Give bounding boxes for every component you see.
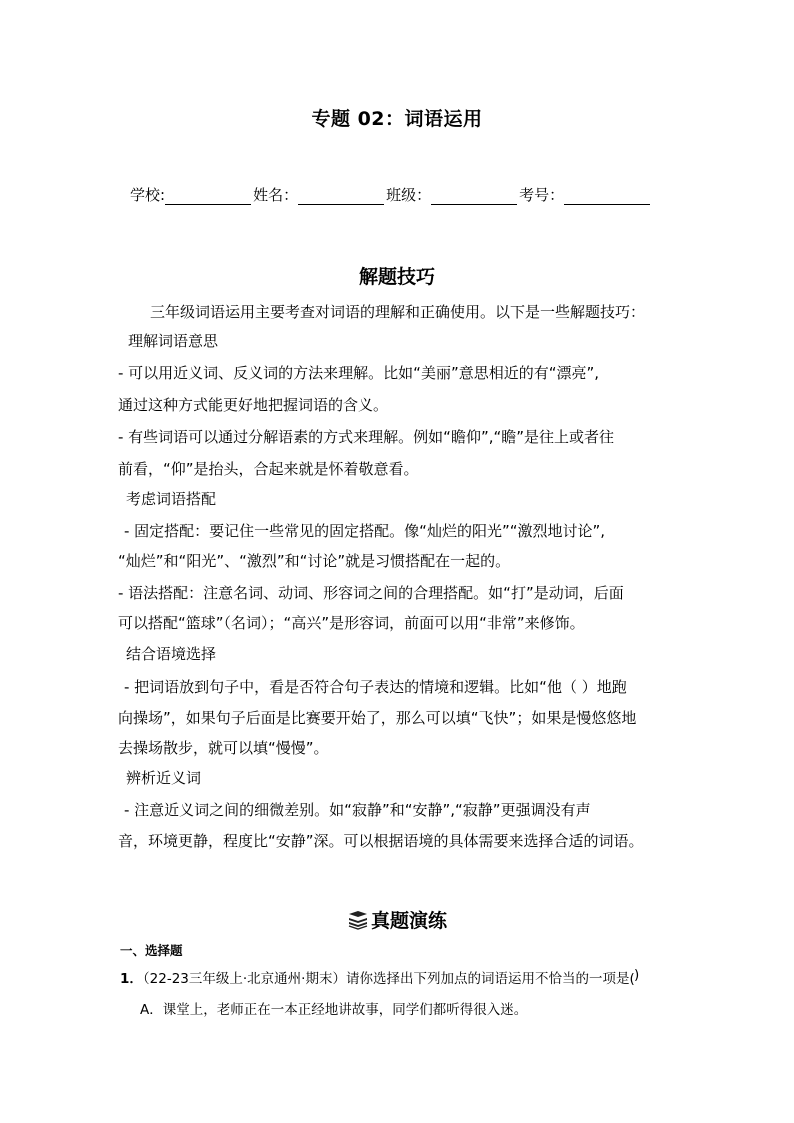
class-label: 班级： — [386, 186, 432, 204]
tips-line: - 注意近义词之间的细微差别。如“寂静”和“安静”,“寂静”更强调没有声 — [124, 801, 591, 819]
school-blank — [165, 188, 251, 205]
tips-subheading-synonyms: 辨析近义词 — [126, 769, 202, 787]
tips-line: 可以搭配“篮球”（名词）；“高兴”是形容词，前面可以用“非常”来修饰。 — [118, 614, 585, 632]
practice-heading-text: 真题演练 — [370, 910, 447, 932]
tips-line: 通过这种方式能更好地把握词语的含义。 — [118, 396, 389, 414]
section-multiple-choice: 一、选择题 — [120, 943, 183, 958]
tips-line: 向操场”，如果句子后面是比赛要开始了，那么可以填“飞快”；如果是慢悠悠地 — [118, 709, 637, 727]
tips-line: 三年级词语运用主要考查对词语的理解和正确使用。以下是一些解题技巧： — [150, 303, 646, 321]
tips-subheading-context: 结合语境选择 — [126, 645, 217, 663]
name-blank — [298, 188, 384, 205]
tips-line: 去操场散步，就可以填“慢慢”。 — [118, 739, 329, 757]
books-icon — [347, 910, 369, 935]
tips-line: - 固定搭配：要记住一些常见的固定搭配。像“灿烂的阳光”“激烈地讨论”, — [124, 522, 606, 540]
class-blank — [431, 188, 517, 205]
name-label: 姓名： — [253, 186, 299, 204]
school-label: 学校: — [130, 186, 166, 204]
question-1 — [120, 967, 635, 987]
question-answer-paren-close: ) — [634, 967, 640, 983]
question-1-option-a: A．课堂上，老师正在一本正经地讲故事，同学们都听得很入迷。 — [140, 1002, 528, 1018]
tips-line: 前看，“仰”是抬头，合起来就是怀着敬意看。 — [118, 460, 419, 478]
practice-heading — [0, 906, 794, 935]
tips-line: 音，环境更静，程度比“安静”深。可以根据语境的具体需要来选择合适的词语。 — [118, 832, 644, 850]
page-title: 专题 02：词语运用 — [311, 108, 483, 130]
question-text: （22-23三年级上·北京通州·期末）请你选择出下列加点的词语运用不恰当的一项是( — [142, 971, 635, 987]
tips-line: - 语法搭配：注意名词、动词、形容词之间的合理搭配。如“打”是动词，后面 — [118, 584, 624, 602]
exam-number-blank — [564, 188, 650, 205]
tips-subheading-meaning: 理解词语意思 — [128, 332, 219, 350]
tips-line: “灿烂”和“阳光”、“激烈”和“讨论”就是习惯搭配在一起的。 — [118, 552, 511, 570]
question-number: 1． — [120, 971, 143, 987]
student-info-row — [130, 184, 670, 205]
tips-line: - 有些词语可以通过分解语素的方式来理解。例如“瞻仰”,“瞻”是往上或者往 — [118, 428, 615, 446]
tips-line: - 可以用近义词、反义词的方法来理解。比如“美丽”意思相近的有“漂亮”, — [118, 364, 600, 382]
tips-heading: 解题技巧 — [358, 266, 435, 288]
tips-line: - 把词语放到句子中，看是否符合句子表达的情境和逻辑。比如“他（ ）地跑 — [124, 678, 627, 696]
exam-number-label: 考号： — [519, 186, 565, 204]
tips-subheading-collocation: 考虑词语搭配 — [126, 490, 217, 508]
